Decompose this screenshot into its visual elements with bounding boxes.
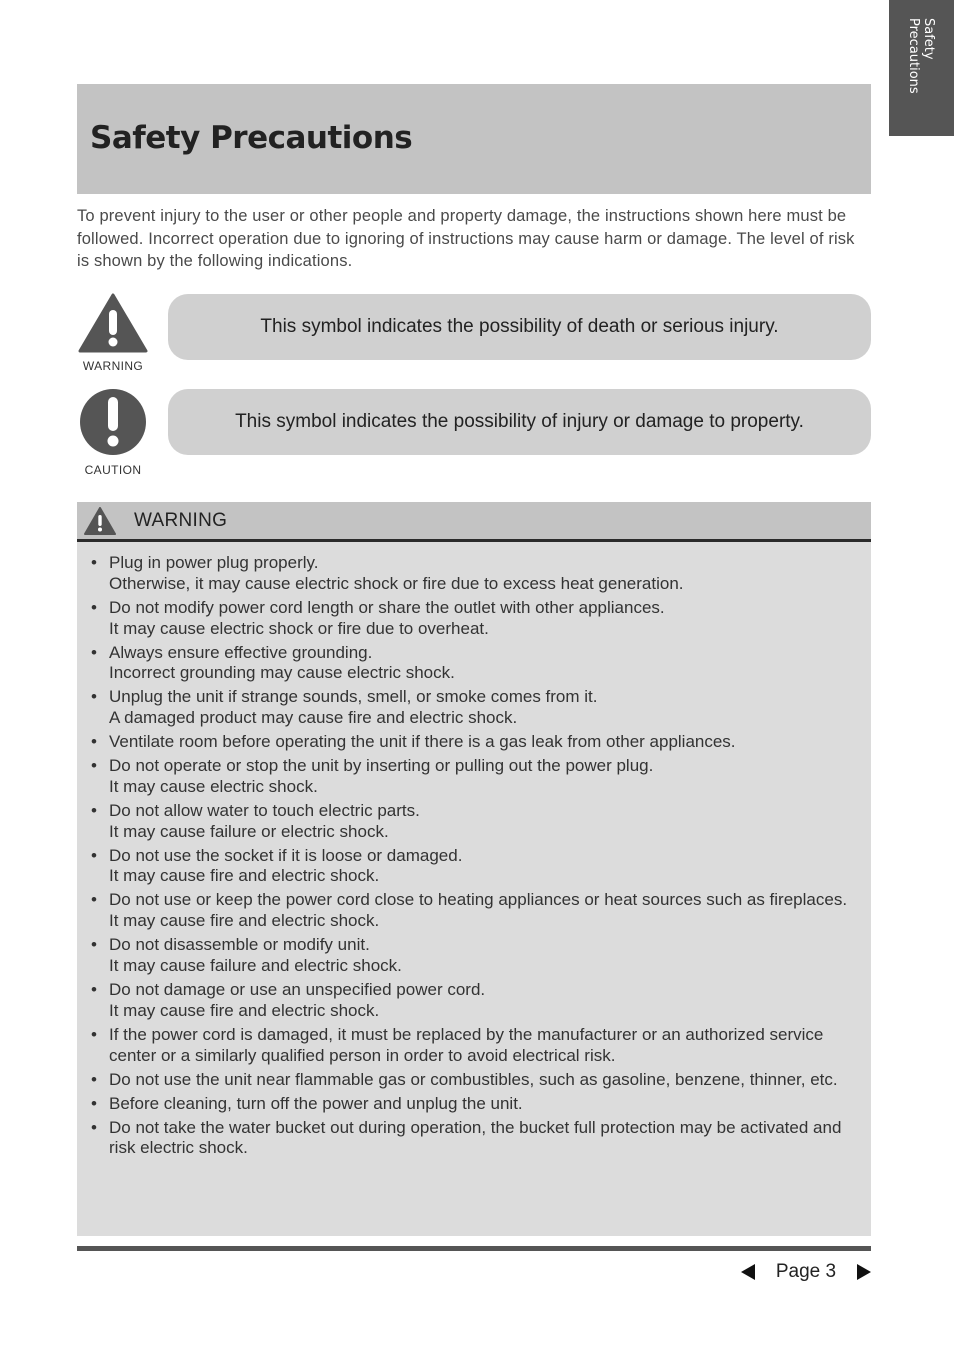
warning-item-text: Do not disassemble or modify unit. (109, 935, 370, 955)
warning-list (77, 542, 871, 1159)
warning-item-text: Ventilate room before operating the unit if there is a gas leak from other appliances. (109, 732, 736, 752)
warning-list-item (109, 1118, 861, 1160)
warning-item-consequence: It may cause electric shock. (109, 776, 318, 796)
warning-legend-text: This symbol indicates the possibility of death or serious injury. (168, 294, 871, 360)
warning-item-consequence: Otherwise, it may cause electric shock or fire due to excess heat generation. (109, 573, 684, 593)
warning-item-text: Before cleaning, turn off the power and unplug the unit. (109, 1093, 523, 1113)
next-page-icon[interactable] (856, 1263, 872, 1281)
warning-list-item (109, 1025, 861, 1067)
warning-list-item (109, 756, 861, 798)
warning-item-text: Do not modify power cord length or share the outlet with other appliances. (109, 597, 665, 617)
warning-list-item (109, 687, 861, 729)
warning-list-item (109, 643, 861, 685)
warning-list-item (109, 801, 861, 843)
warning-item-text: Do not use or keep the power cord close to heating appliances or heat sources such as fireplaces. (109, 890, 848, 910)
bottom-divider (77, 1246, 871, 1251)
section-tab-line2: Precautions (906, 18, 922, 94)
warning-item-text: Do not operate or stop the unit by inserting or pulling out the power plug. (109, 756, 654, 776)
warning-item-text: Always ensure effective grounding. (109, 642, 373, 662)
caution-caption: CAUTION (84, 463, 142, 477)
previous-page-icon[interactable] (740, 1263, 756, 1281)
warning-triangle-icon (84, 507, 116, 535)
warning-list-item (109, 553, 861, 595)
warning-list-item (109, 1094, 861, 1115)
warning-list-item (109, 846, 861, 888)
section-tab-line1: Safety (921, 18, 937, 60)
page-footer (740, 1259, 872, 1285)
warning-list-item (109, 598, 861, 640)
warning-item-text: Plug in power plug properly. (109, 553, 319, 572)
warning-legend-symbol (78, 293, 148, 373)
warning-list-item (109, 980, 861, 1022)
warning-item-text: Do not allow water to touch electric parts. (109, 800, 420, 820)
warning-item-consequence: It may cause failure and electric shock. (109, 956, 402, 976)
title-band (77, 84, 871, 194)
warning-item-consequence: It may cause failure or electric shock. (109, 821, 389, 841)
section-tab-label (889, 0, 954, 136)
section-tab[interactable] (889, 0, 954, 136)
caution-legend-text: This symbol indicates the possibility of injury or damage to property. (168, 389, 871, 455)
page-title: Safety Precautions (90, 120, 413, 156)
warning-item-consequence: It may cause fire and electric shock. (109, 1000, 380, 1020)
warning-item-text: Do not take the water bucket out during operation, the bucket full protection may be activated and risk electric shock. (109, 1117, 842, 1158)
warning-item-consequence: It may cause fire and electric shock. (109, 866, 380, 886)
warning-item-text: If the power cord is damaged, it must be replaced by the manufacturer or an authorized service center or a similarly qualified person in order to avoid electrical risk. (109, 1024, 824, 1065)
warning-list-item (109, 890, 861, 932)
warning-list-item (109, 732, 861, 753)
caution-legend-symbol (78, 387, 148, 477)
warning-section-heading: WARNING (134, 509, 228, 531)
warning-list-item (109, 935, 861, 977)
warning-item-text: Do not damage or use an unspecified power cord. (109, 980, 486, 1000)
warning-item-consequence: Incorrect grounding may cause electric shock. (109, 663, 455, 683)
warning-section-body (77, 542, 871, 1236)
warning-list-item (109, 1070, 861, 1091)
warning-triangle-icon (78, 293, 148, 353)
warning-item-consequence: It may cause electric shock or fire due to overheat. (109, 618, 489, 638)
warning-item-consequence: It may cause fire and electric shock. (109, 911, 380, 931)
warning-item-text: Unplug the unit if strange sounds, smell, or smoke comes from it. (109, 687, 598, 707)
intro-paragraph: To prevent injury to the user or other people and property damage, the instructions shown here must be followed. Incorrect operation due to ignoring of instructions may cause harm or damage. The level of risk is shown by the following indications. (77, 207, 855, 270)
page-number: Page 3 (775, 1261, 837, 1282)
warning-caption: WARNING (82, 359, 144, 373)
caution-circle-icon (78, 387, 148, 457)
warning-item-consequence: A damaged product may cause fire and electric shock. (109, 708, 518, 728)
warning-item-text: Do not use the socket if it is loose or damaged. (109, 845, 463, 865)
warning-item-text: Do not use the unit near flammable gas or combustibles, such as gasoline, benzene, thinner, etc. (109, 1069, 838, 1089)
warning-section-header (77, 502, 871, 542)
